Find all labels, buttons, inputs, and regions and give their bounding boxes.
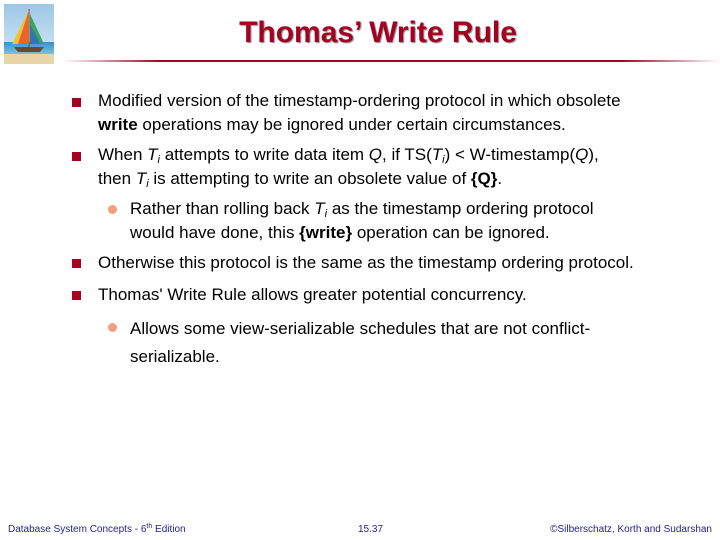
- footer-book-title: [8, 524, 186, 535]
- text-segment: , if TS(: [382, 145, 432, 164]
- text-segment: is attempting to write an obsolete value of: [148, 169, 471, 188]
- footer-slide-number: 15.37: [358, 524, 384, 535]
- var-q: Q: [368, 145, 383, 164]
- text-segment: .: [497, 169, 503, 188]
- square-bullet-icon: [72, 291, 81, 300]
- text-segment: as the timestamp ordering protocol: [327, 199, 594, 218]
- bullet-line: operations may be ignored under certain circumstances.: [137, 115, 566, 134]
- footer-text: Edition: [152, 524, 186, 535]
- bullet-line: Allows some view-serializable schedules that are not conflict-: [130, 319, 591, 338]
- var-t: T: [147, 145, 158, 164]
- keyword-write: {write}: [299, 223, 353, 242]
- bullet-otherwise: Otherwise this protocol is the same as the timestamp ordering protocol.: [98, 253, 634, 272]
- square-bullet-icon: [72, 259, 81, 268]
- var-t: T: [135, 169, 147, 188]
- keyword-q: {Q}: [470, 169, 498, 188]
- footer-copyright: ©Silberschatz, Korth and Sudarshan: [550, 524, 712, 535]
- subscript-i: i: [146, 178, 149, 190]
- text-segment: attempts to write data item: [159, 145, 369, 164]
- title-divider: [62, 60, 720, 62]
- bullet-concurrency: Thomas' Write Rule allows greater potential concurrency.: [98, 285, 527, 304]
- circle-bullet-icon: [108, 205, 117, 214]
- var-q: Q: [575, 145, 589, 164]
- square-bullet-icon: [72, 98, 81, 107]
- keyword-write: write: [98, 115, 138, 134]
- subscript-i: i: [442, 154, 445, 166]
- text-segment: then: [98, 169, 136, 188]
- text-segment: ),: [588, 145, 599, 164]
- bullet-modified-version: [98, 89, 621, 137]
- text-segment: operation can be ignored.: [352, 223, 550, 242]
- text-segment: ) < W-timestamp(: [444, 145, 576, 164]
- text-segment: would have done, this: [130, 223, 300, 242]
- subscript-i: i: [157, 154, 160, 166]
- subbullet-view-serializable: [130, 315, 590, 371]
- footer-superscript: th: [146, 523, 153, 530]
- circle-bullet-icon: [108, 323, 117, 332]
- bullet-line: Modified version of the timestamp-ordering protocol in which obsolete: [98, 91, 621, 110]
- text-segment: When: [98, 145, 148, 164]
- bullet-when-ti-attempts: [98, 143, 599, 191]
- square-bullet-icon: [72, 152, 81, 161]
- var-t: T: [431, 145, 443, 164]
- text-segment: Rather than rolling back: [130, 199, 315, 218]
- footer-text: Database System Concepts - 6: [8, 524, 147, 535]
- bullet-line: serializable.: [130, 347, 220, 366]
- slide-title: Thomas’ Write Rule: [239, 16, 517, 49]
- var-t: T: [314, 199, 325, 218]
- subbullet-rather-than-rolling-back: [130, 197, 594, 245]
- subscript-i: i: [324, 208, 328, 220]
